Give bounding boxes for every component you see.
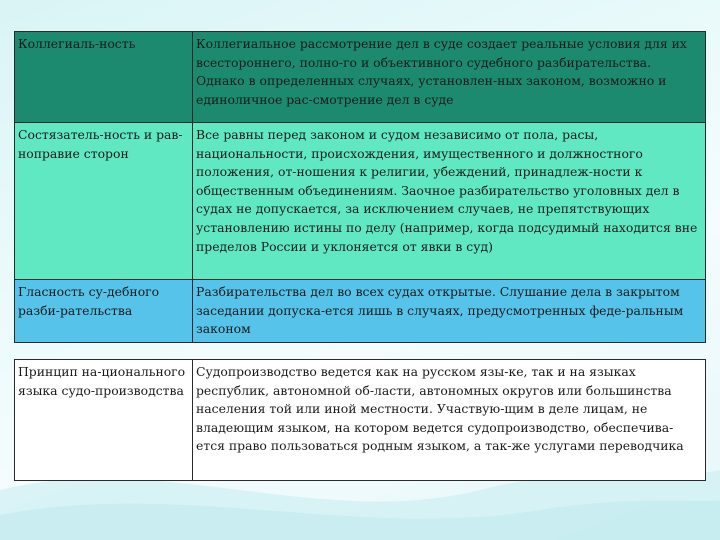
table-row	[15, 123, 706, 280]
language-principle-table	[14, 359, 706, 481]
principle-description: Разбирательства дел во всех судах открытые. Слушание дела в закрытом заседании допуска-ется лишь в случаях, предусмотренных феде-ральным законом	[193, 280, 706, 343]
principle-name: Гласность су-дебного разби-рательства	[15, 280, 193, 343]
table-row	[15, 360, 706, 481]
principles-table	[14, 31, 706, 343]
principle-name: Состязатель-ность и рав-ноправие сторон	[15, 123, 193, 280]
table-row	[15, 280, 706, 343]
principle-description: Судопроизводство ведется как на русском язы-ке, так и на языках республик, автономной об-ласти, автономных округов или большинства населения той или иной местности. Участвую-щим в деле лицам, не владеющим языком, на котором ведется судопроизводство, обеспечива-ется право пользоваться родным языком, а так-же услугами переводчика	[193, 360, 706, 481]
principle-name: Принцип на-ционального языка судо-производства	[15, 360, 193, 481]
principle-description: Коллегиальное рассмотрение дел в суде создает реальные условия для их всестороннего, полно-го и объективного судебного разбирательства. Однако в определенных случаях, установлен-ных законом, возможно и единоличное рас-смотрение дел в суде	[193, 32, 706, 123]
principle-name: Коллегиаль-ность	[15, 32, 193, 123]
principle-description: Все равны перед законом и судом независимо от пола, расы, национальности, происхождения, имущественного и должностного положения, от-ношения к религии, убеждений, принадлеж-ности к общественным объединениям. Заочное разбирательство уголовных дел в судах не допускается, за исключением случаев, не препятствующих установлению истины по делу (например, когда подсудимый находится вне пределов России и уклоняется от явки в суд)	[193, 123, 706, 280]
table-row	[15, 32, 706, 123]
